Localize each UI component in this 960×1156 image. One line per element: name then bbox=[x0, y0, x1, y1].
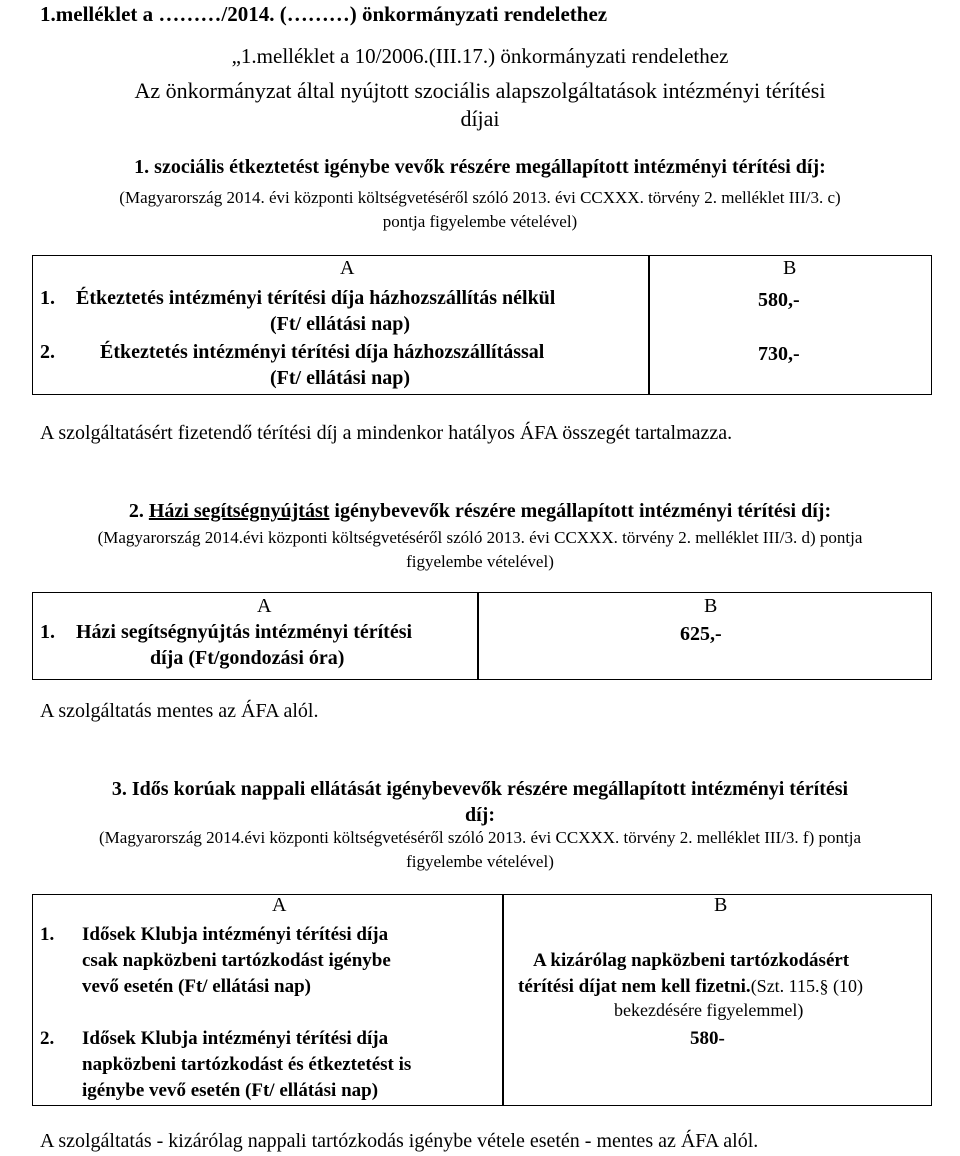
section3-row2-num: 2. bbox=[40, 1028, 55, 1049]
section2-col-b-header: B bbox=[704, 595, 718, 617]
section3-row1-value-2-rest: (Szt. 115.§ (10) bbox=[750, 976, 864, 996]
section1-note-1: (Magyarország 2014. évi központi költségvetéséről szóló 2013. évi CCXXX. törvény 2. melléklet III/3. c) bbox=[119, 188, 841, 207]
section2-row-value: 625,- bbox=[680, 623, 722, 645]
sub-title: „1.melléklet a 10/2006.(III.17.) önkormányzati rendelethez bbox=[231, 44, 729, 68]
section1-row1-num: 1. bbox=[40, 287, 55, 309]
section2-heading-prefix: 2. bbox=[128, 500, 149, 522]
section1-row2-label-2: (Ft/ ellátási nap) bbox=[270, 367, 410, 389]
main-title-line-2: díjai bbox=[460, 106, 500, 131]
section1-row2-num: 2. bbox=[40, 341, 55, 363]
section3-heading-line-1: 3. Idős korúak nappali ellátását igénybevevők részére megállapított intézményi térítési bbox=[111, 778, 849, 800]
section3-footer: A szolgáltatás - kizárólag nappali tartózkodás igénybe vétele esetén - mentes az ÁFA alól. bbox=[40, 1130, 759, 1152]
section2-heading bbox=[0, 500, 960, 523]
section3-note-2: figyelembe vételével) bbox=[406, 852, 554, 871]
section3-col-b-header: B bbox=[714, 894, 728, 916]
section3-row2-label-3: igénybe vevő esetén (Ft/ ellátási nap) bbox=[82, 1080, 379, 1101]
section3-row1-label-1: Idősek Klubja intézményi térítési díja bbox=[82, 924, 389, 945]
section3-row1-value-1: A kizárólag napközbeni tartózkodásért bbox=[533, 950, 850, 971]
section1-col-b-header: B bbox=[783, 257, 797, 279]
main-title-line-1: Az önkormányzat által nyújtott szociális alapszolgáltatások intézményi térítési bbox=[134, 78, 826, 103]
section3-row1-label-2: csak napközbeni tartózkodást igénybe bbox=[82, 950, 391, 971]
section2-col-a-header: A bbox=[257, 595, 272, 617]
annex-title: 1.melléklet a ………/2014. (………) önkormányzati rendelethez bbox=[40, 2, 608, 26]
section1-row2-label-1: Étkeztetés intézményi térítési díja házhozszállítással bbox=[100, 341, 545, 363]
section3-row2-label-1: Idősek Klubja intézményi térítési díja bbox=[82, 1028, 389, 1049]
section1-footer: A szolgáltatásért fizetendő térítési díj a mindenkor hatályos ÁFA összegét tartalmazza. bbox=[40, 422, 733, 444]
section1-col-a-header: A bbox=[340, 257, 355, 279]
section2-note-2: figyelembe vételével) bbox=[406, 552, 554, 571]
section1-row1-value: 580,- bbox=[758, 289, 800, 311]
section1-row1-label-2: (Ft/ ellátási nap) bbox=[270, 313, 410, 335]
section1-note-2: pontja figyelembe vételével) bbox=[382, 212, 578, 231]
section2-note-1: (Magyarország 2014.évi központi költségvetéséről szóló 2013. évi CCXXX. törvény 2. melléklet III/3. d) pontja bbox=[97, 528, 863, 547]
section3-row1-value-3: bekezdésére figyelemmel) bbox=[614, 1000, 804, 1020]
section3-row2-value: 580- bbox=[690, 1028, 725, 1049]
section1-heading: 1. szociális étkeztetést igénybe vevők részére megállapított intézményi térítési díj: bbox=[134, 156, 826, 178]
section3-heading-line-2: díj: bbox=[465, 804, 495, 826]
section1-row1-label-1: Étkeztetés intézményi térítési díja házhozszállítás nélkül bbox=[76, 287, 556, 309]
section2-row-label-2: díja (Ft/gondozási óra) bbox=[150, 647, 345, 669]
section3-row1-value-2 bbox=[518, 976, 863, 998]
section3-row1-value-2-bold: térítési díjat nem kell fizetni. bbox=[518, 976, 751, 997]
section3-row2-label-2: napközbeni tartózkodást és étkeztetést is bbox=[82, 1054, 412, 1075]
section3-row1-num: 1. bbox=[40, 924, 55, 945]
section2-row-label-1: Házi segítségnyújtás intézményi térítési bbox=[76, 621, 413, 643]
section2-footer: A szolgáltatás mentes az ÁFA alól. bbox=[40, 700, 319, 722]
section2-heading-underlined: Házi segítségnyújtást bbox=[148, 500, 330, 522]
section3-col-a-header: A bbox=[272, 894, 287, 916]
section2-heading-rest: igénybevevők részére megállapított intézményi térítési díj: bbox=[329, 500, 832, 522]
section3-note-1: (Magyarország 2014.évi központi költségvetéséről szóló 2013. évi CCXXX. törvény 2. melléklet III/3. f) pontja bbox=[99, 828, 861, 847]
section3-row1-label-3: vevő esetén (Ft/ ellátási nap) bbox=[82, 976, 312, 997]
section2-row-num: 1. bbox=[40, 621, 55, 643]
section1-row2-value: 730,- bbox=[758, 343, 800, 365]
